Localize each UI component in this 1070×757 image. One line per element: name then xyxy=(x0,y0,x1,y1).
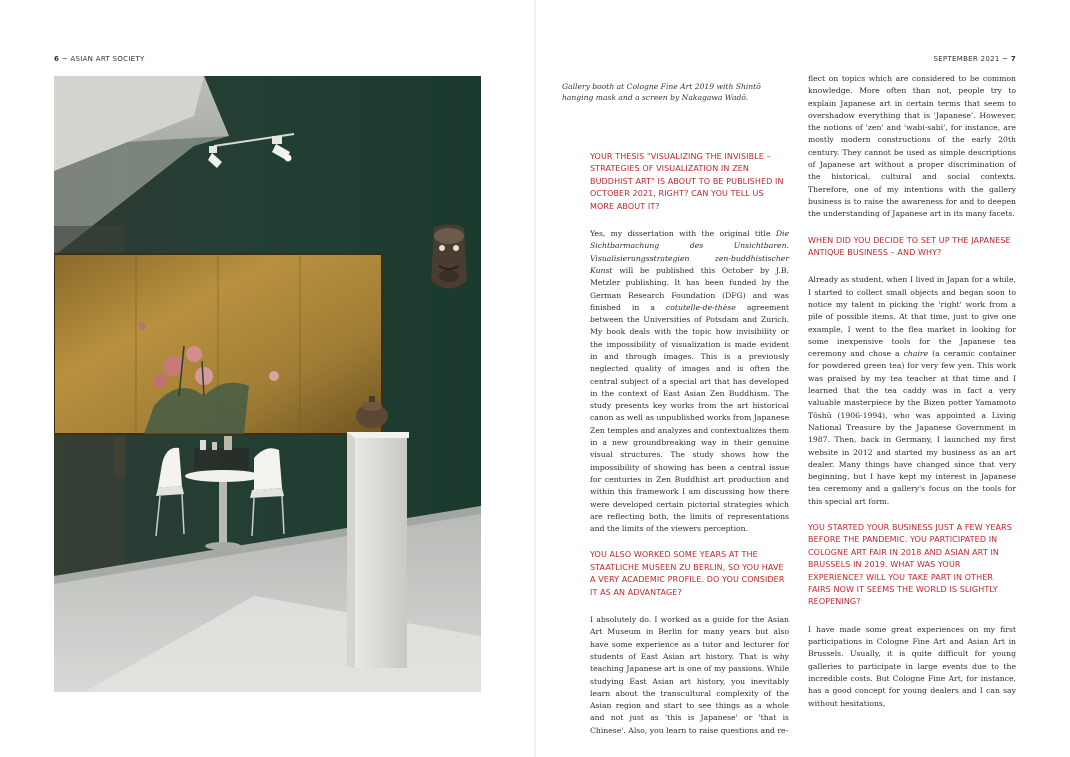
folio-right xyxy=(933,55,1016,63)
folio-left xyxy=(54,55,145,63)
answer-paragraph: flect on topics which are considered to be common knowledge. More often than not, people try to explain Japanese art in certain terms that seem to overshadow everything that is 'Japanese'. However, the notions of 'zen' and 'wabi-sabi', for instance, are mostly modern constructions of the early 20th century. They cannot be used as simple descriptions of Japanese art without a proper discrimination of the historical, cultural and social contexts. Therefore, one of my intentions with the gallery business is to raise the awareness for and to deepen the understanding of Japanese art in its many facets. xyxy=(808,74,1016,219)
question-heading: YOU ALSO WORKED SOME YEARS AT THE STAATLICHE MUSEEN ZU BERLIN, SO YOU HAVE A VERY ACADEMIC PROFILE. DO YOU CONSIDER IT AS AN ADVANTAGE? xyxy=(590,550,785,597)
answer-text: Yes, my dissertation with the original title xyxy=(590,229,776,239)
question-heading: YOU STARTED YOUR BUSINESS JUST A FEW YEARS BEFORE THE PANDEMIC. YOU PARTICIPATED IN COLOGNE ART FAIR IN 2018 AND ASIAN ART IN BRUSSELS IN 2019. WHAT WAS YOUR EXPERIENCE? WILL YOU TAKE PART IN OTHER FAIRS NOW IT SEEMS THE WORLD IS SLIGHTLY REOPENING? xyxy=(808,523,1012,607)
answer-text: Already as student, when I lived in Japan for a while, I started to collect small objects and began soon to notice my talent in picking the 'right' work from a pile of possible items. At that time, just to give one example, I went to the flea market in looking for some inexpensive tools for the Japanese tea ceremony and chose a xyxy=(808,275,1016,359)
text-column-left xyxy=(590,151,789,751)
photo-caption: Gallery booth at Cologne Fine Art 2019 with Shintō hanging mask and a screen by Nakagawa Wadō. xyxy=(562,82,761,103)
book-title: Die Sichtbarmachung des Unsichtbaren. Visualisierungsstrategien zen-buddhistischer Kunst xyxy=(590,229,789,275)
question-heading: WHEN DID YOU DECIDE TO SET UP THE JAPANESE ANTIQUE BUSINESS – AND WHY? xyxy=(808,235,1011,257)
answer-paragraph: I have made some great experiences on my first participations in Cologne Fine Art and Asian Art in Brussels. Usually, it is quite difficult for young galleries to participate in large events due to the incredible costs. But Cologne Fine Art, for instance, has a good concept for young dealers and I can say without hesitations, xyxy=(808,624,1016,708)
italic-term: chaire xyxy=(903,349,929,359)
italic-term: cotutelle-de-thèse xyxy=(665,302,736,312)
answer-text: agreement between the Universities of Potsdam and Zurich. My book deals with the topic how invisibility or the impossibility of visualization is made evident in and through images. This is a previously neglected quality of images and is often the central subject of a special art that has developed in the context of East Asian Zen Buddhism. The study presents key works from the art historical canon as well as unpublished works from Japanese Zen temples and analyzes and contextualizes them in a new groundbreaking way in their genuine visual structures. The study shows how the impossibility of showing has been a central issue for centuries in Zen Buddhist art production and within this framework I am discussing how there were developed certain pictorial strategies which are reflecting both, the limits of representations and the limits of the viewers perception. xyxy=(590,302,789,534)
answer-text: will be published this October by J.B. Metzler publishing. It has been funded by the German Research Foundation (DFG) and was finished in a xyxy=(590,265,789,312)
folio-left-label: ~ ASIAN ART SOCIETY xyxy=(59,55,145,63)
question-heading: YOUR THESIS "VISUALIZING THE INVISIBLE – STRATEGIES OF VISUALIZATION IN ZEN BUDDHIST ART" IS ABOUT TO BE PUBLISHED IN OCTOBER 2021, RIGHT? CAN YOU TELL US MORE ABOUT IT? xyxy=(590,152,784,211)
answer-paragraph xyxy=(590,228,789,535)
answer-paragraph xyxy=(808,274,1016,508)
page-gutter xyxy=(534,0,536,757)
gallery-photo-illustration xyxy=(54,76,481,692)
page-number-right: 7 xyxy=(1010,55,1016,63)
answer-text: (a ceramic container for powdered green tea) for very few yen. This work was praised by my tea teacher at that time and I learned that the tea caddy was in fact a very valuable masterpiece by the Bizen potter Yamamoto Tōshū (1906-1994), who was appointed a Living National Treasure by the Japanese Government in 1987. Then, back in Germany, I launched my first website in 2012 and started my business as an art dealer. Many things have changed since that very beginning, but I have kept my interest in Japanese tea ceremony and a gallery's focus on the tools for this special art form. xyxy=(808,349,1016,506)
folio-right-label: SEPTEMBER 2021 ~ xyxy=(933,55,1011,63)
gallery-booth-photo xyxy=(54,76,481,692)
answer-paragraph: I absolutely do. I worked as a guide for the Asian Art Museum in Berlin for many years but also have some experience as a tutor and lecturer for students of East Asian art history. That is why teaching Japanese art is one of my passions. While studying East Asian art history, you inevitably learn about the transcultural complexity of the Asian region and start to see things as a whole and not just as 'this is Japanese' or 'that is Chinese'. Also, you learn to raise questions and re- xyxy=(590,615,789,735)
text-column-right xyxy=(808,73,1016,724)
page-number-left: 6 xyxy=(54,55,60,63)
